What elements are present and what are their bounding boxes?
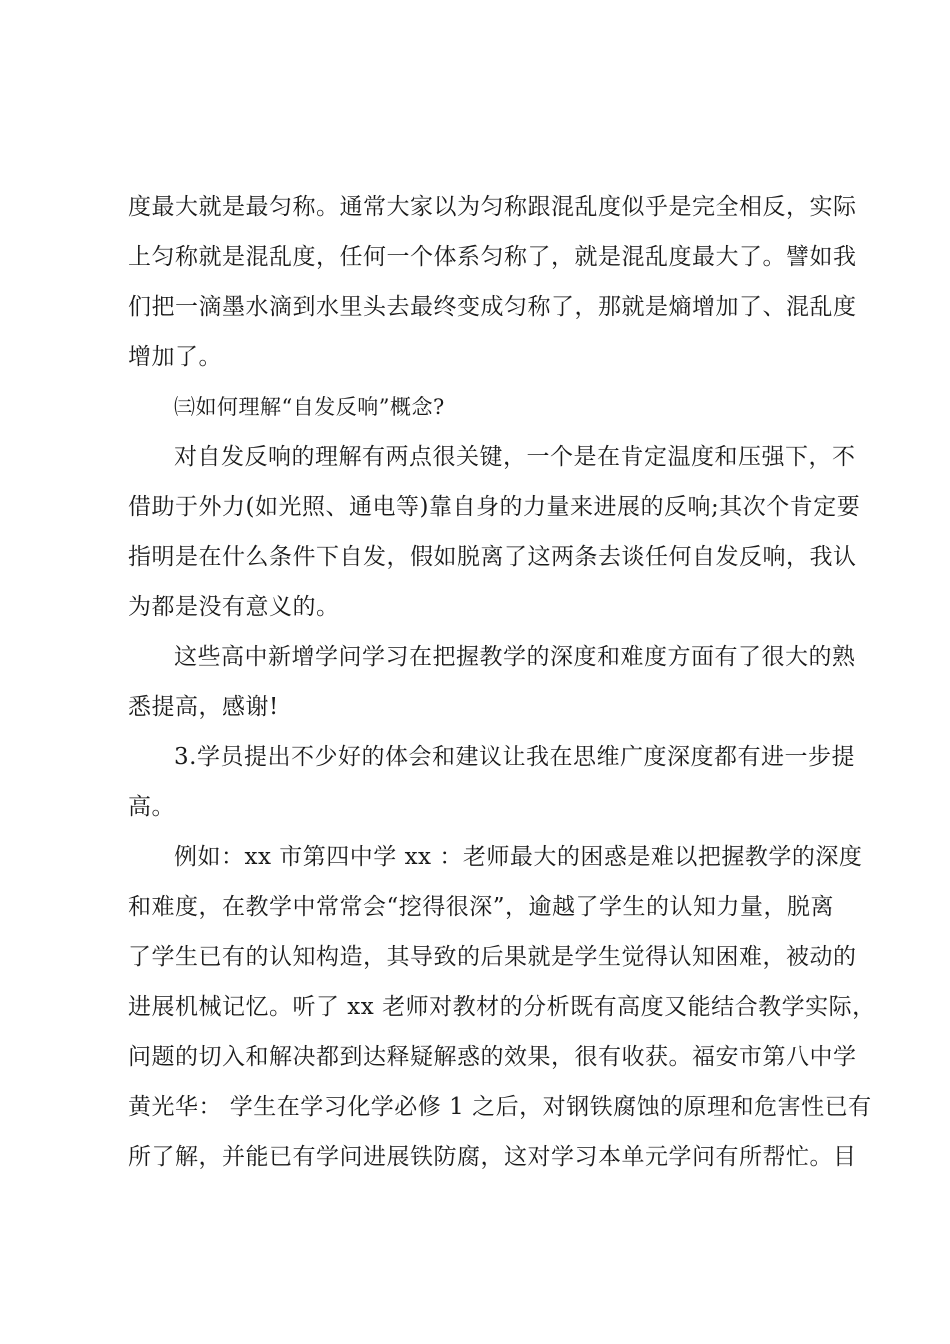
paragraph-line: 和难度，在教学中常常会“挖得很深”，逾越了学生的认知力量，脱离 bbox=[128, 894, 835, 920]
paragraph-line: 度最大就是最匀称。通常大家以为匀称跟混乱度似乎是完全相反，实际 bbox=[128, 194, 857, 220]
paragraph-line: 为都是没有意义的。 bbox=[128, 594, 340, 620]
paragraph-line: 指明是在什么条件下自发，假如脱离了这两条去谈任何自发反响，我认 bbox=[128, 544, 857, 570]
paragraph-line: 借助于外力(如光照、通电等)靠自身的力量来进展的反响;其次个肯定要 bbox=[128, 494, 861, 520]
paragraph-line: 增加了。 bbox=[128, 344, 222, 370]
paragraph-line: 悉提高，感谢! bbox=[128, 694, 279, 720]
paragraph-line: 问题的切入和解决都到达释疑解惑的效果，很有收获。福安市第八中学 bbox=[128, 1044, 857, 1070]
paragraph-line: 了学生已有的认知构造，其导致的后果就是学生觉得认知困难，被动的 bbox=[128, 944, 857, 970]
paragraph-line: 所了解，并能已有学问进展铁防腐，这对学习本单元学问有所帮忙。目 bbox=[128, 1144, 857, 1170]
paragraph-line: 这些高中新增学问学习在把握教学的深度和难度方面有了很大的熟 bbox=[174, 644, 856, 670]
paragraph-line: 黄光华： 学生在学习化学必修 1 之后，对钢铁腐蚀的原理和危害性已有 bbox=[128, 1094, 872, 1120]
paragraph-line: 进展机械记忆。听了 xx 老师对教材的分析既有高度又能结合教学实际， bbox=[128, 994, 876, 1020]
paragraph-line: 对自发反响的理解有两点很关键，一个是在肯定温度和压强下，不 bbox=[174, 444, 856, 470]
paragraph-line: 3.学员提出不少好的体会和建议让我在思维广度深度都有进一步提 bbox=[174, 744, 855, 770]
paragraph-line: 上匀称就是混乱度，任何一个体系匀称了，就是混乱度最大了。譬如我 bbox=[128, 244, 857, 270]
paragraph-line: 例如：xx 市第四中学 xx ：老师最大的困惑是难以把握教学的深度 bbox=[174, 844, 863, 870]
paragraph-line: 高。 bbox=[128, 794, 175, 820]
section-heading: ㈢如何理解“自发反响”概念? bbox=[174, 395, 445, 419]
paragraph-line: 们把一滴墨水滴到水里头去最终变成匀称了，那就是熵增加了、混乱度 bbox=[128, 294, 857, 320]
